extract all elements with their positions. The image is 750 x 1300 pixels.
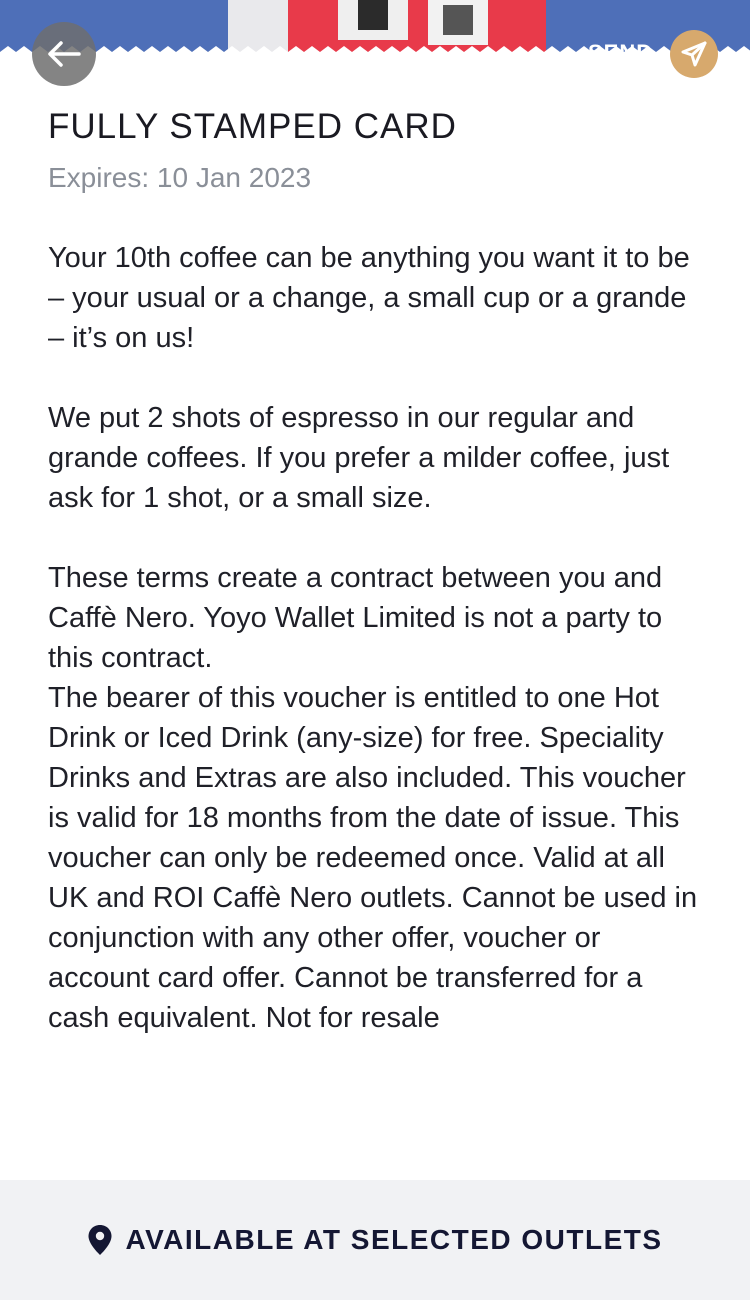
terms-paragraph: These terms create a contract between you and Caffè Nero. Yoyo Wallet Limited is not a party to this contract. bbox=[48, 562, 663, 674]
back-button[interactable] bbox=[32, 22, 96, 86]
card-title: FULLY STAMPED CARD bbox=[48, 107, 457, 146]
send-label[interactable]: SEND bbox=[588, 40, 654, 65]
send-button[interactable] bbox=[670, 30, 718, 78]
paper-plane-icon bbox=[680, 40, 708, 68]
expiry-date: Expires: 10 Jan 2023 bbox=[48, 162, 312, 193]
terms-paragraph: The bearer of this voucher is entitled to one Hot Drink or Iced Drink (any-size) for free. Speciality Drinks and Extras are also included. This voucher is valid for 18 months from the date of issue. This voucher can only be redeemed once. Valid at all UK and ROI Caffè Nero outlets. Cannot be used in conjunction with any other offer, voucher or account card offer. Cannot be transferred for a cash equivalent. Not for resale bbox=[48, 682, 698, 1034]
arrow-left-icon bbox=[47, 40, 81, 68]
description-paragraph: Your 10th coffee can be anything you want it to be – your usual or a change, a small cup or a grande – it’s on us! bbox=[48, 242, 690, 354]
card-details bbox=[48, 104, 708, 1038]
available-outlets-button[interactable] bbox=[0, 1180, 750, 1300]
location-pin-icon bbox=[87, 1224, 113, 1256]
available-outlets-label: AVAILABLE AT SELECTED OUTLETS bbox=[125, 1224, 663, 1255]
description-paragraph: We put 2 shots of espresso in our regular and grande coffees. If you prefer a milder coffee, just ask for 1 shot, or a small size. bbox=[48, 402, 670, 514]
